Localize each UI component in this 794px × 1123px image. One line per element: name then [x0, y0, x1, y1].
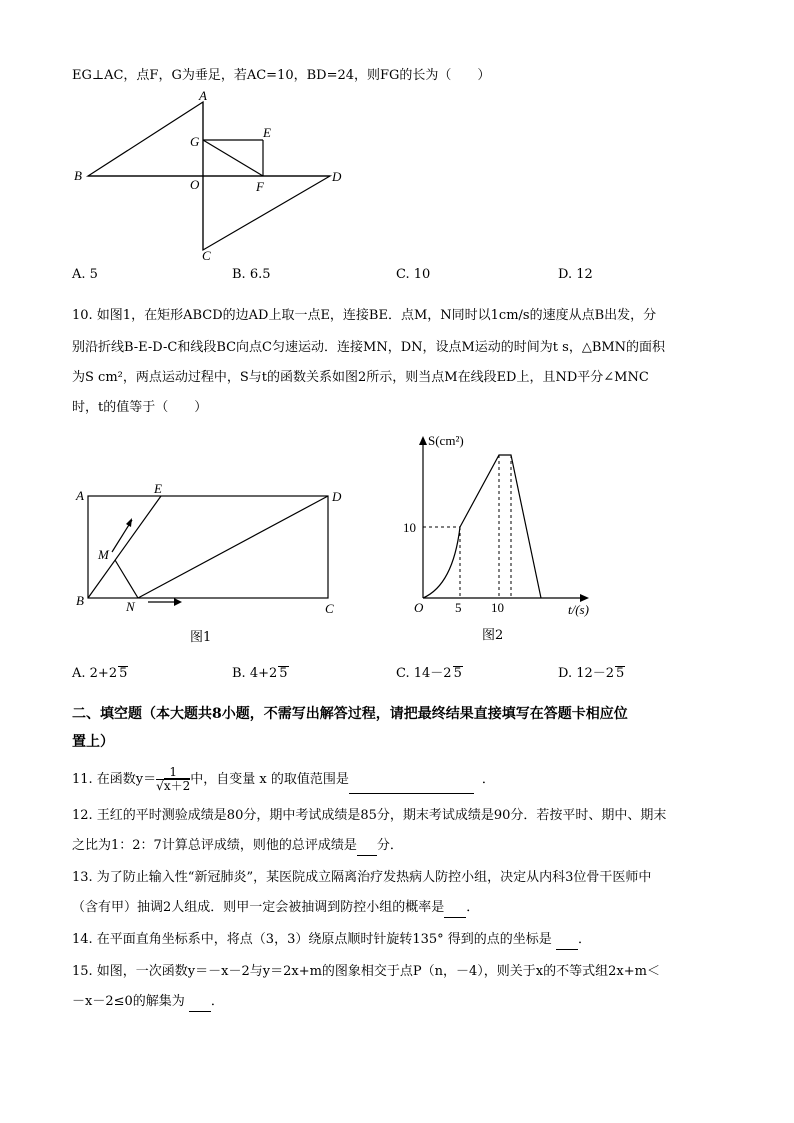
q10-line-3: 为S cm²，两点运动过程中，S与t的函数关系如图2所示，则当点M在线段ED上，且ND平分∠MNC — [72, 370, 649, 385]
q11-fraction: $\frac{1}{√x+2}$ — [156, 765, 191, 793]
label-o: O — [190, 177, 200, 192]
label-g: G — [190, 134, 200, 149]
q10-option-a: A. 2+2 5 — [72, 666, 128, 681]
q10-line-1: 10. 如图1，在矩形ABCD的边AD上取一点E，连接BE．点M，N同时以1cm/s的速度从点B出发，分 — [72, 308, 657, 323]
q10-line-2: 别沿折线B-E-D-C和线段BC向点C匀速运动．连接MN，DN，设点M运动的时间为t s，△BMN的面积 — [72, 340, 666, 355]
q11-answer-blank[interactable] — [349, 779, 474, 794]
section2-title-2: 置上） — [72, 734, 114, 750]
x-axis-arrow — [580, 594, 589, 602]
segment-gf — [203, 140, 263, 176]
q10-option-d: D. 12－2 5 — [558, 666, 625, 681]
rhombus-figure — [70, 90, 360, 260]
fig1-label-e: E — [154, 481, 162, 496]
q15-line-2: －x－2≤0的解集为 ． — [72, 992, 224, 1012]
fig1-caption: 图1 — [190, 630, 212, 645]
q13-line-1: 13. 为了防止输入性“新冠肺炎”，某医院成立隔离治疗发热病人防控小组，决定从内科3位骨干医师中 — [72, 870, 652, 885]
label-f: F — [256, 179, 264, 194]
fig1-label-a: A — [76, 488, 84, 503]
q13-line-2: （含有甲）抽调2人组成．则甲一定会被抽调到防控小组的概率是 ． — [72, 898, 479, 918]
q10-option-c: C. 14－2 5 — [396, 666, 462, 681]
q12-line-1: 12. 王红的平时测验成绩是80分，期中考试成绩是85分，期末考试成绩是90分．若按平时、期中、期末 — [72, 808, 667, 823]
fig2-caption: 图2 — [482, 628, 504, 643]
q9-option-b: B. 6.5 — [232, 267, 271, 282]
fig1-label-b: B — [76, 593, 84, 608]
q10-line-4: 时，t的值等于（ ） — [72, 400, 208, 415]
q13-answer-blank[interactable] — [444, 903, 466, 918]
label-d: D — [332, 169, 342, 184]
q9-option-c: C. 10 — [396, 267, 431, 282]
label-e: E — [263, 125, 271, 140]
arrow-n-head — [174, 598, 182, 606]
x-tick-5: 5 — [455, 600, 462, 615]
q15-line-1: 15. 如图，一次函数y＝－x－2与y＝2x+m的图象相交于点P（n，－4），则关于x的不等式组2x+m＜ — [72, 964, 660, 979]
q12-line-2: 之比为1：2：7计算总评成绩，则他的总评成绩是 分． — [72, 836, 403, 856]
curve-segment — [423, 527, 460, 598]
fig1-label-d: D — [332, 489, 342, 504]
x-tick-10: 10 — [491, 600, 504, 615]
q9-option-d: D. 12 — [558, 267, 593, 282]
rectangle-figure — [70, 478, 360, 648]
label-a: A — [199, 90, 207, 103]
label-c: C — [202, 248, 211, 260]
x-axis-label: t/(s) — [568, 602, 589, 617]
graph-polyline — [460, 455, 541, 598]
q14-answer-blank[interactable] — [556, 935, 578, 950]
label-b: B — [74, 168, 82, 183]
arrow-m-head — [126, 518, 132, 527]
q15-answer-blank[interactable] — [189, 997, 211, 1012]
q12-answer-blank[interactable] — [357, 841, 377, 856]
y-axis-arrow — [419, 436, 427, 445]
q11: 11. 在函数y＝ $\frac{1}{√x+2}$ 中，自变量 x 的取值范围是 ． — [72, 765, 495, 793]
segment-nd — [138, 496, 328, 598]
fig1-label-n: N — [126, 599, 135, 614]
q9-stem: EG⊥AC，点F，G为垂足，若AC=10，BD=24，则FG的长为（ ） — [72, 68, 491, 83]
q9-option-a: A. 5 — [72, 267, 98, 282]
q10-option-b: B. 4+2 5 — [232, 666, 288, 681]
segment-mn — [115, 560, 138, 598]
section2-title-1: 二、填空题（本大题共8小题，不需写出解答过程，请把最终结果直接填写在答题卡相应位 — [72, 706, 628, 722]
q14: 14. 在平面直角坐标系中，将点（3，3）绕原点顺时针旋转135° 得到的点的坐标是 ． — [72, 930, 591, 950]
fig1-label-c: C — [325, 601, 334, 616]
y-tick-10: 10 — [403, 520, 416, 535]
st-graph — [398, 430, 608, 620]
origin-label: O — [414, 600, 424, 615]
fig1-label-m: M — [98, 547, 109, 562]
y-axis-label: S(cm²) — [428, 433, 464, 448]
